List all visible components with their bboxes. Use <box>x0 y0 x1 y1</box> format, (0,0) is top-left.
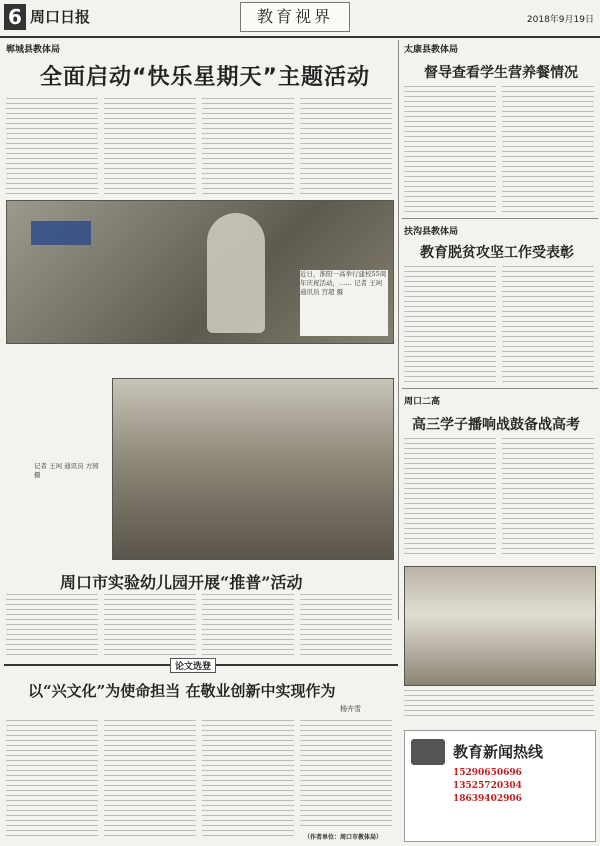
kindergarten-body-col2 <box>104 594 196 658</box>
main-article-body-col4 <box>300 98 392 196</box>
a1-body-col2 <box>502 86 594 214</box>
main-article-title: 全面启动“快乐星期天”主题活动 <box>40 65 370 90</box>
kindergarten-title: 周口市实验幼儿园开展“推普”活动 <box>60 573 303 592</box>
divider <box>402 218 598 219</box>
hotline-numbers: 15290650696 13525720304 18639402906 <box>453 768 522 804</box>
essay-body-col2 <box>104 720 196 838</box>
divider <box>402 388 598 389</box>
kindergarten-body-col1 <box>6 594 98 658</box>
a3-body-col1 <box>404 438 496 558</box>
classroom-photo <box>112 378 394 560</box>
essay-tag: 论文选登 <box>170 658 216 673</box>
essay-title: 以“兴文化”为使命担当 在敬业创新中实现作为 <box>28 682 336 700</box>
masthead <box>0 0 600 38</box>
main-article-body-col1 <box>6 98 98 196</box>
kindergarten-body-col3 <box>202 594 294 658</box>
phone-icon <box>411 739 445 765</box>
main-article-body-col2 <box>104 98 196 196</box>
a3-title: 高三学子播响战鼓备战高考 <box>412 417 580 433</box>
ceremony-photo-caption: 近日，淮阳一高举行建校55周年庆祝活动，…… 记者 王珂 通讯员 宫超 摄 <box>300 270 388 336</box>
paper-name: 周口日报 <box>30 8 91 26</box>
page-number: 6 <box>4 4 26 30</box>
a2-dept: 扶沟县教体局 <box>404 227 459 237</box>
essay-body-col4 <box>300 720 392 830</box>
hotline-title: 教育新闻热线 <box>453 743 544 761</box>
essay-footer: （作者单位：周口市教体局） <box>304 834 383 841</box>
a3-body-col2 <box>502 438 594 558</box>
hotline-box <box>404 730 596 842</box>
essay-author: 杨卉雪 <box>340 705 361 713</box>
main-article-dept: 郸城县教体局 <box>6 45 61 55</box>
a2-body-col2 <box>502 266 594 382</box>
main-article-body-col3 <box>202 98 294 196</box>
essay-body-col1 <box>6 720 98 838</box>
column-divider <box>398 40 399 620</box>
a3-dept: 周口二高 <box>404 397 441 407</box>
kindergarten-body-col4 <box>300 594 392 658</box>
classroom-photo-caption: 记者 王珂 通讯员 方园 摄 <box>34 462 104 548</box>
a1-dept: 太康县教体局 <box>404 45 459 55</box>
a1-body-col1 <box>404 86 496 214</box>
section-title: 教育视界 <box>240 2 350 32</box>
a2-title: 教育脱贫攻坚工作受表彰 <box>420 245 574 261</box>
school-photo-caption <box>404 690 594 720</box>
a2-body-col1 <box>404 266 496 382</box>
essay-body-col3 <box>202 720 294 838</box>
school-event-photo <box>404 566 596 686</box>
issue-date: 2018年9月19日 <box>526 15 594 25</box>
a1-title: 督导查看学生营养餐情况 <box>424 65 578 81</box>
